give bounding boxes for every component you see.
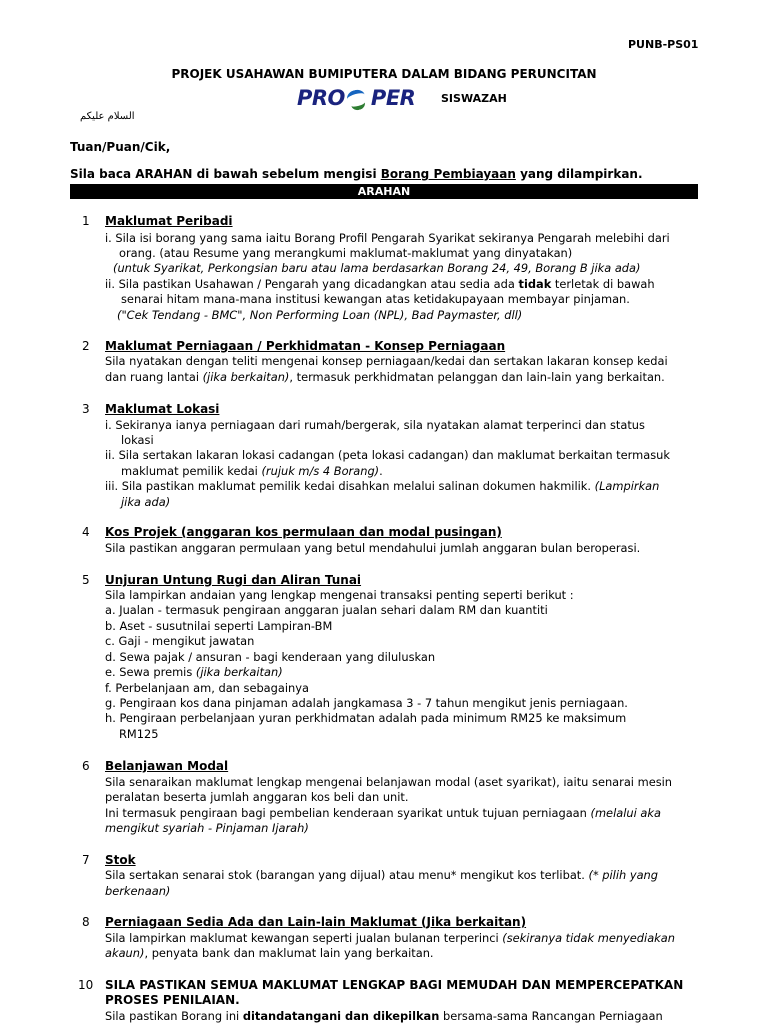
section-text: Sila nyatakan dengan teliti mengenai konsep perniagaan/kedai dan sertakan lakaran konsep kedai <box>105 354 668 368</box>
arahan-banner: ARAHAN <box>70 184 698 199</box>
text-part: terletak di bawah <box>551 277 655 291</box>
section-text <box>105 931 675 946</box>
section-text <box>105 884 170 899</box>
italic-part: mengikut syariah - Pinjaman Ijarah) <box>105 821 309 835</box>
section-text <box>117 308 522 323</box>
section-text: RM125 <box>119 727 159 741</box>
section-text: g. Pengiraan kos dana pinjaman adalah jangkamasa 3 - 7 tahun mengikut jenis perniagaan. <box>105 696 628 710</box>
section-heading: SILA PASTIKAN SEMUA MAKLUMAT LENGKAP BAGI MEMUDAH DAN MEMPERCEPATKAN <box>105 978 684 992</box>
italic-part: jika ada) <box>121 495 171 509</box>
section-heading: Perniagaan Sedia Ada dan Lain-lain Maklumat (Jika berkaitan) <box>105 915 527 929</box>
section-text: ii. Sila sertakan lakaran lokasi cadangan (peta lokasi cadangan) dan maklumat berkaitan termasuk <box>105 448 670 462</box>
section-text <box>105 1009 663 1024</box>
section-number: 2 <box>82 339 90 353</box>
section-text <box>121 464 383 479</box>
section-text: peralatan beserta jumlah anggaran kos beli dan unit. <box>105 790 409 804</box>
text-part: , termasuk perkhidmatan pelanggan dan lain-lain yang berkaitan. <box>289 370 665 384</box>
section-heading: Kos Projek (anggaran kos permulaan dan modal pusingan) <box>105 525 502 539</box>
section-text: lokasi <box>121 433 154 447</box>
section-number: 1 <box>82 214 90 228</box>
section-number: 7 <box>82 853 90 867</box>
text-part: iii. Sila pastikan maklumat pemilik kedai disahkan melalui salinan dokumen hakmilik. <box>105 479 595 493</box>
section-number: 6 <box>82 759 90 773</box>
document-subtitle: SISWAZAH <box>441 92 507 105</box>
section-heading: Maklumat Perniagaan / Perkhidmatan - Konsep Perniagaan <box>105 339 506 353</box>
italic-part: (rujuk m/s 4 Borang) <box>261 464 380 478</box>
section-text: i. Sekiranya ianya perniagaan dari rumah/bergerak, sila nyatakan alamat terperinci dan status <box>105 418 645 432</box>
document-title: PROJEK USAHAWAN BUMIPUTERA DALAM BIDANG PERUNCITAN <box>171 67 597 81</box>
arabic-greeting: السلام عليكم <box>80 111 135 122</box>
section-text <box>113 261 640 276</box>
section-text: orang. (atau Resume yang merangkumi maklumat-maklumat yang dinyatakan) <box>119 246 573 260</box>
section-heading: Stok <box>105 853 136 867</box>
section-text: c. Gaji - mengikut jawatan <box>105 634 255 648</box>
section-text <box>105 370 665 385</box>
salutation: Tuan/Puan/Cik, <box>70 140 171 154</box>
text-part: Sila sertakan senarai stok (barangan yang dijual) atau menu* mengikut kos terlibat. <box>105 868 589 882</box>
italic-part: berkenaan) <box>105 884 171 898</box>
italic-note: ("Cek Tendang - BMC", Non Performing Loan (NPL), Bad Paymaster, dll) <box>117 308 523 322</box>
section-text <box>105 277 655 292</box>
section-text <box>105 821 309 836</box>
italic-part: (Lampirkan <box>594 479 660 493</box>
section-text <box>105 806 661 821</box>
section-number: 10 <box>78 978 94 992</box>
section-text: Sila pastikan anggaran permulaan yang betul mendahului jumlah anggaran bulan beroperasi. <box>105 541 641 555</box>
section-text: a. Jualan - termasuk pengiraan anggaran jualan sehari dalam RM dan kuantiti <box>105 603 548 617</box>
italic-part: (jika berkaitan) <box>202 370 290 384</box>
text-part: e. Sewa premis <box>105 665 196 679</box>
italic-part: (* pilih yang <box>588 868 659 882</box>
italic-part: (jika berkaitan) <box>195 665 283 679</box>
section-number: 8 <box>82 915 90 929</box>
section-text: i. Sila isi borang yang sama iaitu Borang Profil Pengarah Syarikat sekiranya Pengarah melebihi dari <box>105 231 670 245</box>
logo-text-right: PER <box>370 86 416 110</box>
text-part: . <box>379 464 383 478</box>
section-text: senarai hitam mana-mana institusi kewangan atas ketidakupayaan membayar pinjaman. <box>121 292 630 306</box>
text-part: Sila pastikan Borang ini <box>105 1009 243 1023</box>
text-part: Sila lampirkan maklumat kewangan seperti jualan bulanan terperinci <box>105 931 503 945</box>
section-text <box>105 868 658 883</box>
bold-part: tidak <box>518 277 552 291</box>
section-text: b. Aset - susutnilai seperti Lampiran-BM <box>105 619 333 633</box>
section-text: d. Sewa pajak / ansuran - bagi kenderaan yang diluluskan <box>105 650 436 664</box>
section-heading-continued: PROSES PENILAIAN. <box>105 993 240 1007</box>
section-text <box>105 946 434 961</box>
section-heading: Unjuran Untung Rugi dan Aliran Tunai <box>105 573 362 587</box>
section-number: 5 <box>82 573 90 587</box>
instruction-after: yang dilampirkan. <box>515 167 643 181</box>
document-id: PUNB-PS01 <box>628 38 699 51</box>
section-text: h. Pengiraan perbelanjaan yuran perkhidmatan adalah pada minimum RM25 ke maksimum <box>105 711 627 725</box>
italic-part: (sekiranya tidak menyediakan <box>502 931 675 945</box>
text-part: maklumat pemilik kedai <box>121 464 262 478</box>
logo-text-left: PRO <box>297 86 345 110</box>
section-number: 3 <box>82 402 90 416</box>
section-number: 4 <box>82 525 90 539</box>
instruction-before: Sila baca ARAHAN di bawah sebelum mengisi <box>70 167 381 181</box>
text-part: Ini termasuk pengiraan bagi pembelian kenderaan syarikat untuk tujuan perniagaan <box>105 806 591 820</box>
section-heading: Belanjawan Modal <box>105 759 229 773</box>
section-text <box>121 495 170 510</box>
text-part: ii. Sila pastikan Usahawan / Pengarah yang dicadangkan atau sedia ada <box>105 277 519 291</box>
italic-part: akaun) <box>105 946 145 960</box>
italic-note: (untuk Syarikat, Perkongsian baru atau lama berdasarkan Borang 24, 49, Borang B jika ada) <box>113 261 641 275</box>
section-text: f. Perbelanjaan am, dan sebagainya <box>105 681 309 695</box>
section-text <box>105 479 659 494</box>
section-text <box>105 665 283 680</box>
section-heading: Maklumat Peribadi <box>105 214 233 228</box>
text-part: , penyata bank dan maklumat lain yang berkaitan. <box>144 946 434 960</box>
bold-part: ditandatangani dan dikepilkan <box>242 1009 440 1023</box>
section-text: Sila senaraikan maklumat lengkap mengenai belanjawan modal (aset syarikat), iaitu senarai mesin <box>105 775 673 789</box>
text-part: dan ruang lantai <box>105 370 203 384</box>
instruction-form-link: Borang Pembiayaan <box>380 167 516 181</box>
section-text: Sila lampirkan andaian yang lengkap mengenai transaksi penting seperti berikut : <box>105 588 574 602</box>
text-part: bersama-sama Rancangan Perniagaan <box>439 1009 663 1023</box>
section-heading: Maklumat Lokasi <box>105 402 220 416</box>
italic-part: (melalui aka <box>590 806 661 820</box>
